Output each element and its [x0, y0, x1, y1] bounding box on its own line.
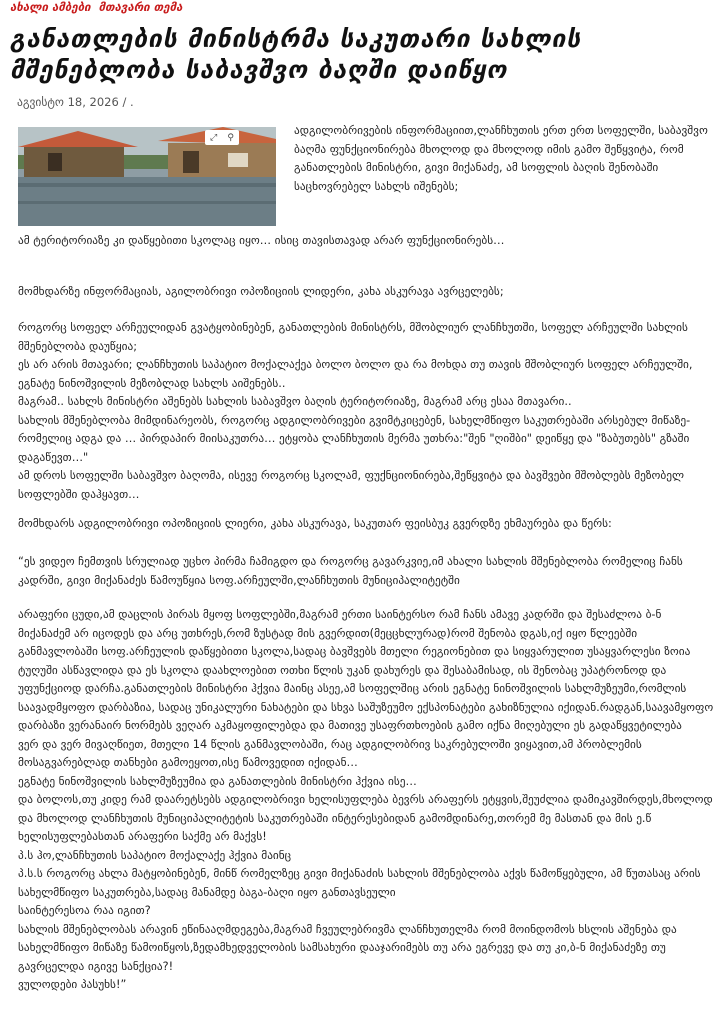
article-date: აგვისტო 18, 2026 [17, 95, 119, 109]
breadcrumb [10, 0, 182, 14]
pin-icon[interactable]: ⚲ [227, 132, 234, 143]
article-title: განათლების მინისტრმა საკუთარი სახლის მშენებლობა საბავშვო ბაღში დაიწყო [10, 24, 582, 84]
article-quote-paragraph: “ეს ვიდეო ჩემთვის სრულიად უცხო პირმა ჩამიგდო და როგორც გავარკვიე,იმ ახალი სახლის მშენებლობა რომელიც ჩანს კადრში, გივი მიქანაძეს წამოუწყია სოფ.არჩეულში,ლანჩხუთის მუნიციპალიტეტში [18, 555, 683, 587]
article-paragraph: როგორც სოფელ არჩეულიდან გვატყობინებენ, განათლების მინისტრს, მშობლიურ ლანჩხუთში, სოფელ არჩეულში სახლის მშენებლობა დაუწყია; ეს არ არის მთავარი; ლანჩხუთის საპატიო მოქალაქეა ბოლო ბოლო და რა მოხდა თუ თავის მშობლიურ სოფელ არჩეულში, ეგნატე ნინოშვილის მეზობლად სახლს აიშენებს.. მაგრამ.. სახლს მინისტრი აშენებს სახლის საბავშვო ბაღის ტერიტორიაზე, მაგრამ არც ესაა მთავარი.. სახლის მშენებლობა მიმდინარეობს, როგორც ადგილობრივები გვიმტკიცებენ, სახელმწიფო საკუთრებაში არსებულ მიწაზე-რომელიც ადგა და … პირდაპირ მიისაკუთრა… ეტყობა ლანჩხუთის მერმა უთხრა:"შენ "ღიშბი" დეიწყე და "ზაბუთებს" გზაში დაგაწევთ…" ამ დროს სოფელში საბავშვო ბაღომა, ისევე როგორც სკოლამ, ფუქნციონირება,შეწყვიტა და ბავშვები მშობლებს მეზობელ სოფლებში დაჰყავთ… [18, 321, 693, 501]
article-paragraph: მომხდარს ადგილობრივი ოპოზიციის ლიერი, კახა ასკურავა, საკუთარ ფეისბუკ გვერდზე ეხმაურება და წერს: [18, 517, 612, 530]
article-paragraph: ამ ტერიტორიაზე კი დაწყებითი სკოლაც იყო… ისიც თავისთავად არარ ფუნქციონირებს… [18, 234, 505, 247]
article-photo[interactable] [18, 127, 276, 226]
meta-separator: / . [122, 95, 134, 109]
article-paragraph: ადგილობრივების ინფორმაციით,ლანჩხუთის ერთ ერთ სოფელში, საბავშვო ბაღმა ფუნქციონირება მხოლოდ და მხოლოდ იმის გამო შეწყვიტა, რომ განათლების მინისტრი, გივი მიქანაძე, ამ სოფლის ბაღის შენობაში საცხოვრებელ სახლს იშენებს; [294, 124, 708, 193]
image-toolbar [205, 130, 239, 145]
breadcrumb-link-main-topic[interactable]: მთავარი თემა [98, 0, 183, 14]
article-meta [17, 95, 134, 109]
article-quote-paragraph: არაფერი ცუდი,ამ დაცლის პირას მყოფ სოფლებში,მაგრამ ერთი საინტერსო რამ ჩანს ამავე კადრში და შესაძლოა ბ-ნ მიქანაძემ არ იცოდეს და არც უთხრეს,რომ ზუსტად მის გვერდით(მეცცხლურად)რომ შენობა დგას,იქ იყო წლეებში განმავლობაში სოფ.არჩეულის დაწყებითი სკოლა,სადაც ბავშვებს მთელი რეგიონებით და სიყვარულით უსაყვარლესი ზოია ტუღუში ასწავლიდა და ეს სკოლა დაახლოებით ოთხი წლის უკან დახურეს და შესაბამისად, ის შენობაც უპატრონოდ და უფუნქციოდ დარჩა.განათლების მინისტრი ჰქვია მაინც ასეე,ამ სოფელშიც არის ეგნატე ნინოშვილის სახლმუზეუმი,რომლის საავადმყოფო დარბაზია, სადაც უნიკალური ნახატები და სხვა საშუზეუმო ექსპონატები გახიზნულია იქიდან.რადგან,საავამყოფო დარბაზი ვერანაირ ნორმებს ვეღარ აკმაყოფილებდა და მათივე უსაფრთხოების გამო იქნა მიღებული ეს გადაწყვეტილება ვერ და ვერ მივაღწიეთ, მთელი 14 წლის განმავლობაში, რაც ადგილობრივ საკრებულოში ვიყავით,ამ პრობლემის მოსაგვარებლად თანხები გამოეყოთ,ისე წამოვედით იქიდან… ეგნატე ნინოშვილის სახლმუზეუმია და განათლების მინისტრი ჰქვია ისე… და ბოლოს,თუ კიდე რამ დაარეტსებს ადგილობრივი ხელისუფლება ბევრს არაფერს ეტყვის,შეუძლია დამიკავშირდეს,მხოლოდ და მხოლოდ ლანჩხუთის მუნიციპალიტეტის საკუთრებაში ინტერესებიდან გამომდინარე,თორემ მე მასთან და მის ე.წ ხელისუფლებასთან არაფერი საქმე არ მაქვს! პ.ს ჰო,ლანჩხუთის საპატიო მოქალაქე ჰქვია მაინც პ.ს.ს როგორც ახლა მატყობინებენ, მინწ რომელზეც გივი მიქანაძის სახლის მშენებლობა აქვს წამოწყებული, ამ წუთასაც არის სახელმწიფო საკუთრება,სადაც მანამდე ბაგა-ბაღი იყო განთავსეული საინტერესოა რაა იგით? სახლის მშენებლობას არავინ ეწინააღმდეგება,მაგრამ ჩვეულებრივმა ლანჩხუთელმა რომ მოინდომოს ხსლის აშენება და სახელმწიფო მიწაზე წამოიწყოს,ზედამხედველობის სამსახური დააჯარიმებს თუ არა ეგრევე და თუ კი,ბ-ნ მიქანაძეზე თუ გავრცელდა იგივე სანქცია?! ვულოდები პასუხს!” [18, 608, 714, 991]
article-paragraph: მომხდარზე ინფორმაციას, აგილობრივი ოპოზიციის ლიდერი, კახა ასკურავა ავრცელებს; [18, 285, 504, 298]
breadcrumb-link-news[interactable]: ახალი ამბები [10, 0, 91, 14]
expand-icon[interactable]: ⤢ [210, 132, 218, 143]
